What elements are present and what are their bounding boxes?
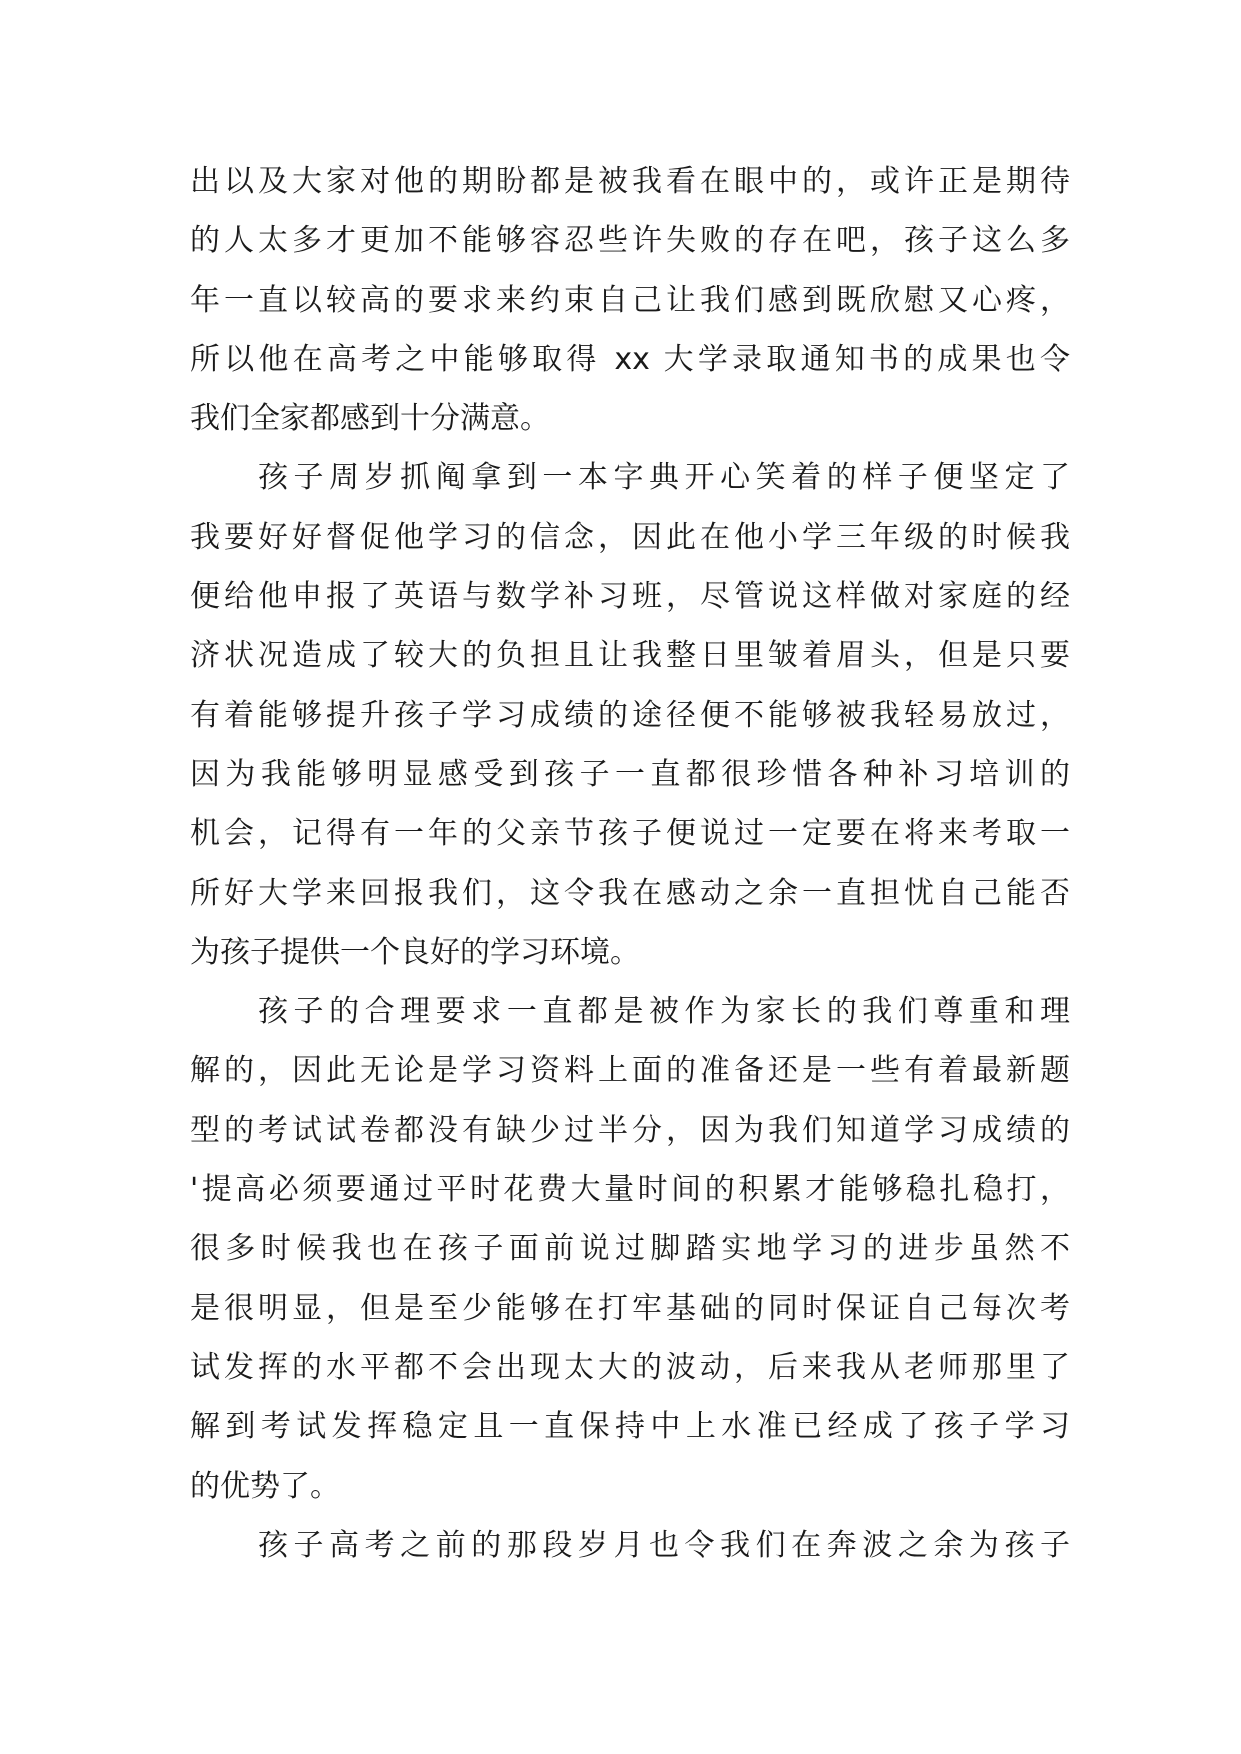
paragraph-3-line-6: 是很明显，但是至少能够在打牢基础的同时保证自己每次考 <box>190 1290 1070 1326</box>
paragraph-3-line-9: 的优势了。 <box>190 1468 340 1504</box>
paragraph-3-line-1: 孩子的合理要求一直都是被作为家长的我们尊重和理 <box>258 994 1070 1030</box>
paragraph-2-line-1: 孩子周岁抓阄拿到一本字典开心笑着的样子便坚定了 <box>258 460 1070 496</box>
paragraph-2-line-8: 所好大学来回报我们，这令我在感动之余一直担忧自己能否 <box>190 875 1070 911</box>
paragraph-2-line-4: 济状况造成了较大的负担且让我整日里皱着眉头，但是只要 <box>190 638 1070 674</box>
paragraph-2-line-6: 因为我能够明显感受到孩子一直都很珍惜各种补习培训的 <box>190 756 1070 792</box>
paragraph-1-line-2: 的人太多才更加不能够容忍些许失败的存在吧，孩子这么多 <box>190 223 1070 259</box>
document-body <box>190 152 1070 1575</box>
paragraph-1-line-3: 年一直以较高的要求来约束自己让我们感到既欣慰又心疼， <box>190 282 1070 318</box>
paragraph-1-line-4: 所以他在高考之中能够取得 xx 大学录取通知书的成果也令 <box>190 341 1070 377</box>
paragraph-2-line-5: 有着能够提升孩子学习成绩的途径便不能够被我轻易放过， <box>190 697 1070 733</box>
paragraph-3-line-3: 型的考试试卷都没有缺少过半分，因为我们知道学习成绩的 <box>190 1112 1070 1148</box>
paragraph-3-line-4: '提高必须要通过平时花费大量时间的积累才能够稳扎稳打， <box>190 1172 1070 1208</box>
paragraph-1-line-1: 出以及大家对他的期盼都是被我看在眼中的，或许正是期待 <box>190 164 1070 199</box>
paragraph-2-line-3: 便给他申报了英语与数学补习班，尽管说这样做对家庭的经 <box>190 579 1070 615</box>
paragraph-3-line-8: 解到考试发挥稳定且一直保持中上水准已经成了孩子学习 <box>190 1409 1070 1445</box>
paragraph-3-line-5: 很多时候我也在孩子面前说过脚踏实地学习的进步虽然不 <box>190 1231 1070 1267</box>
paragraph-2-line-9: 为孩子提供一个良好的学习环境。 <box>190 934 640 970</box>
paragraph-4-line-1: 孩子高考之前的那段岁月也令我们在奔波之余为孩子 <box>258 1527 1070 1563</box>
paragraph-3-line-2: 解的，因此无论是学习资料上面的准备还是一些有着最新题 <box>190 1053 1070 1089</box>
paragraph-2-line-7: 机会，记得有一年的父亲节孩子便说过一定要在将来考取一 <box>190 816 1070 852</box>
paragraph-3-line-7: 试发挥的水平都不会出现太大的波动，后来我从老师那里了 <box>190 1349 1070 1385</box>
paragraph-2-line-2: 我要好好督促他学习的信念，因此在他小学三年级的时候我 <box>190 519 1070 555</box>
paragraph-1-line-5: 我们全家都感到十分满意。 <box>190 401 550 437</box>
